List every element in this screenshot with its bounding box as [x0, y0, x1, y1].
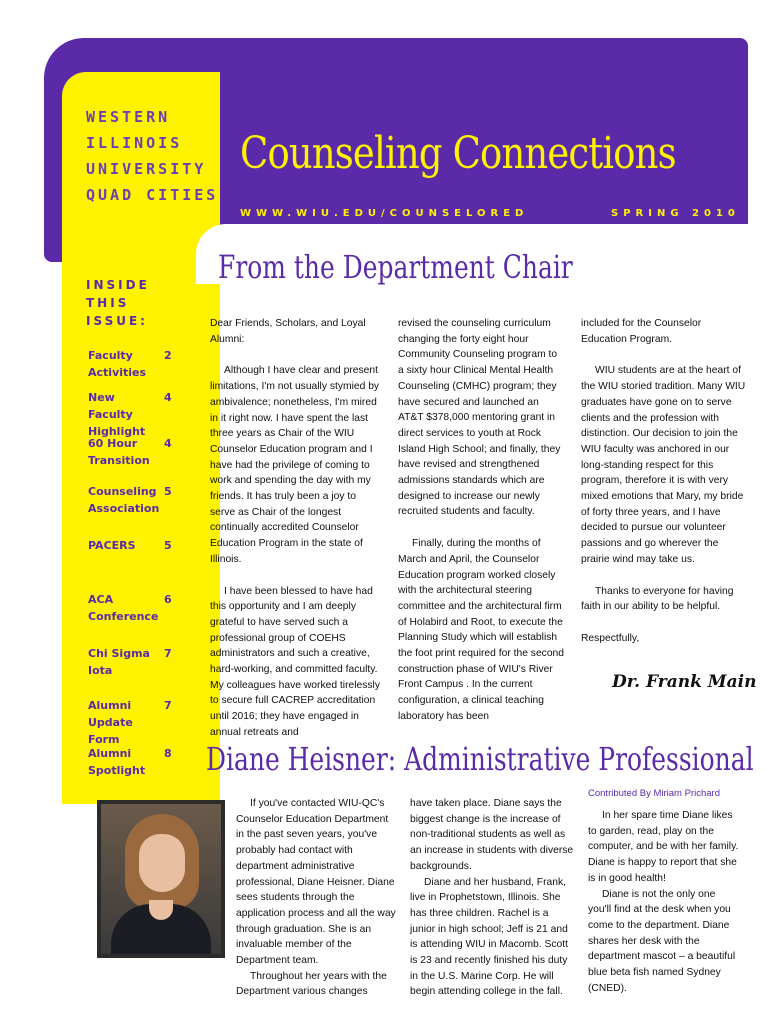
chair-article-column-1 [210, 316, 380, 757]
toc-item[interactable] [88, 483, 188, 517]
diane-article-title: Diane Heisner: Administrative Professional [206, 740, 754, 778]
university-line: WESTERN [86, 108, 171, 126]
toc-item-title: Alumni Spotlight [88, 747, 146, 777]
university-line: ILLINOIS [86, 134, 183, 152]
toc-item-page: 8 [164, 747, 172, 760]
newsletter-title: Counseling Connections [240, 128, 676, 179]
toc-item-page: 4 [164, 391, 172, 404]
toc-item-title: Alumni Update Form [88, 699, 133, 746]
toc-item-page: 7 [164, 699, 172, 712]
toc-item-title: New Faculty Highlight [88, 391, 146, 438]
toc-item-page: 4 [164, 437, 172, 450]
toc-item-title: ACA Conference [88, 593, 159, 623]
paragraph: In her spare time Diane likes to garden, read, play on the computer, and be with her family. Diane is happy to report that she is in good health! [588, 810, 739, 884]
paragraph: Throughout her years with the Department various changes [236, 970, 387, 998]
university-line: UNIVERSITY [86, 160, 207, 178]
paragraph: If you've contacted WIU-QC's Counselor Education Department in the past seven years, you've probably had contact with department administrative professional, Diane Heisner. Diane sees students through the application process and all the way through graduation. She is an invaluable member of the Department team. [236, 798, 396, 967]
toc-item-page: 6 [164, 593, 172, 606]
toc-item-title: 60 Hour Transition [88, 437, 150, 467]
toc-item[interactable] [88, 537, 188, 554]
toc-item-title: Faculty Activities [88, 349, 147, 379]
toc-item[interactable] [88, 389, 188, 440]
paragraph: Diane and her husband, Frank, live in Prophetstown, Illinois. She has three children. Rachel is a junior in high school; Jeff is 21 and is attending WIU in Macomb. Scott is 23 and recently finished his duty in the U.S. Marine Corp. He will begin attending college in the fall. [410, 876, 568, 998]
toc-item[interactable] [88, 591, 188, 625]
paragraph: have taken place. Diane says the biggest change is the increase of non-traditional students as well as an increase in students with diverse backgrounds. [410, 798, 574, 872]
university-line: QUAD CITIES [86, 186, 219, 204]
signature: Dr. Frank Main [612, 672, 757, 692]
toc-item-page: 2 [164, 349, 172, 362]
diane-article-column-3 [588, 808, 740, 996]
paragraph: Respectfully, [581, 632, 640, 644]
toc-item-title: PACERS [88, 539, 136, 552]
toc-item-title: Chi Sigma Iota [88, 647, 150, 677]
issue-season: SPRING 2010 [611, 208, 740, 219]
portrait-image [101, 804, 221, 954]
toc-item[interactable] [88, 745, 188, 779]
chair-article-column-2 [398, 316, 564, 741]
diane-article-column-1 [236, 796, 396, 1000]
portrait-face [139, 834, 185, 892]
toc-item-page: 5 [164, 485, 172, 498]
toc-item-title: Counseling Association [88, 485, 160, 515]
paragraph: Thanks to everyone for having faith in our ability to be helpful. [581, 585, 734, 613]
diane-photo [97, 800, 225, 958]
toc-heading-line: THIS [86, 296, 130, 310]
paragraph: Finally, during the months of March and April, the Counselor Education program worked closely with the architectural steering committee and the architectural firm of Holabird and Root, to execute the Planning Study which will establish the foot print required for the second construction phase of WIU's River Front Campus . In the current configuration, a clinical teaching laboratory has been [398, 538, 564, 722]
diane-article-column-2 [410, 796, 575, 1000]
toc-item[interactable] [88, 697, 188, 748]
chair-article-title: From the Department Chair [218, 248, 573, 286]
toc-item[interactable] [88, 347, 188, 381]
toc-item-page: 7 [164, 647, 172, 660]
toc-item[interactable] [88, 435, 188, 469]
paragraph: Dear Friends, Scholars, and Loyal Alumni: [210, 318, 366, 345]
website-url: WWW.WIU.EDU/COUNSELORED [240, 208, 529, 219]
toc-item[interactable] [88, 645, 188, 679]
paragraph: Although I have clear and present limitations, I'm not usually stymied by ambivalence; nonetheless, I'm mired in it right now. I have spent the last three years as Chair of the WIU Counselor Education program and I have had the privilege of coming to work and spending the day with my friends. It has truly been a joy to serve as Chair of the longest continually accredited Counselor Education Program in the state of Illinois. [210, 365, 380, 565]
paragraph: Diane is not the only one you'll find at the desk when you come to the department. Diane shares her desk with the department mascot – a beautiful blue beta fish named Sydney (CNED). [588, 888, 736, 994]
paragraph: included for the Counselor Education Program. [581, 318, 702, 345]
toc-heading-line: ISSUE: [86, 314, 148, 328]
toc-item-page: 5 [164, 539, 172, 552]
toc-heading [86, 276, 150, 330]
contributor-byline: Contributed By Miriam Prichard [588, 788, 720, 799]
paragraph: I have been blessed to have had this opportunity and I am deeply grateful to have served such a professional group of COEHS administrators and such a creative, hard-working, and committed faculty. My colleagues have worked tirelessly to secure full CACREP accreditation until 2016; they have engaged in annual retreats and [210, 585, 380, 738]
university-name [86, 104, 218, 208]
paragraph: revised the counseling curriculum changing the forty eight hour Community Counseling program to a sixty hour Clinical Mental Health Counseling (CMHC) program; they have secured and launched an AT&T $378,000 mentoring grant in direct services to youth at Rock Island High School; and finally, they have revised and strengthened admissions standards which are designed to increase our newly recruited students and faculty. [398, 318, 561, 518]
paragraph: WIU students are at the heart of the WIU storied tradition. Many WIU graduates have gone on to serve clients and the profession with distinction. Our decision to join the WIU faculty was anchored in our long-standing respect for this program, therefore it is with very mixed emotions that Mary, my bride of forty three years, and I have decided to pursue our volunteer passions and go wherever the prairie wind may take us. [581, 365, 746, 565]
chair-article-column-3 [581, 316, 747, 663]
toc-heading-line: INSIDE [86, 278, 150, 292]
